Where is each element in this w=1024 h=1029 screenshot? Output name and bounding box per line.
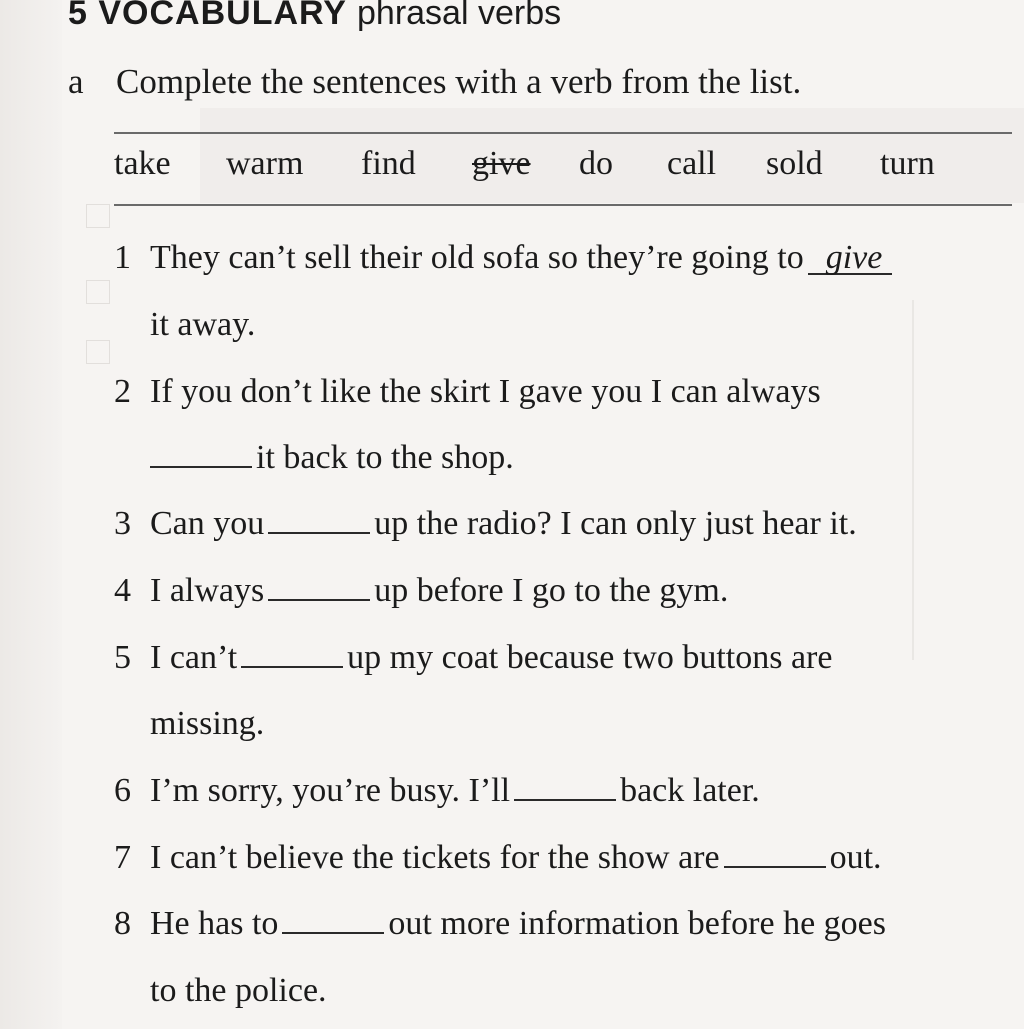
sentence-number: 1	[114, 239, 131, 276]
sentence-text: missing.	[150, 705, 265, 742]
sentence-text: up before I go to the gym.	[374, 572, 729, 609]
sentence-text: to the police.	[150, 972, 327, 1009]
section-title	[68, 0, 561, 33]
word-turn: turn	[880, 145, 935, 182]
sentence-text: They can’t sell their old sofa so they’re going to	[150, 239, 804, 276]
sentence-7	[114, 838, 882, 878]
sentence-number: 6	[114, 772, 131, 809]
ghost-checkbox	[86, 204, 110, 228]
sentence-text: Can you	[150, 505, 265, 542]
exercise-letter: a	[68, 62, 84, 101]
sentence-number: 8	[114, 905, 131, 942]
sentence-4	[114, 571, 728, 611]
word-warm: warm	[226, 145, 304, 182]
sentence-text: it away.	[150, 306, 256, 343]
section-subtitle: phrasal verbs	[357, 0, 562, 32]
sentence-text: I can’t	[150, 639, 238, 676]
word-call: call	[667, 145, 717, 182]
page-shadow	[0, 0, 62, 1029]
answer-blank[interactable]	[724, 840, 826, 868]
word-take: take	[114, 145, 171, 182]
word-give-crossed: give	[472, 145, 531, 182]
sentence-text: out.	[829, 839, 882, 876]
sentence-text: out more information before he goes	[388, 905, 886, 942]
sentence-text: I’m sorry, you’re busy. I’ll	[150, 772, 511, 809]
ghost-checkbox	[86, 280, 110, 304]
sentence-number: 3	[114, 505, 131, 542]
sentence-number: 4	[114, 572, 131, 609]
answer-blank[interactable]	[268, 573, 370, 601]
sentence-text: If you don’t like the skirt I gave you I can always	[150, 373, 821, 410]
answer-blank-filled[interactable]: give	[808, 243, 893, 275]
background-column	[912, 300, 1024, 660]
sentence-1	[114, 238, 892, 278]
word-find: find	[361, 145, 416, 182]
sentence-8	[114, 904, 886, 944]
sentence-text: I can’t believe the tickets for the show are	[150, 839, 720, 876]
word-list-box	[114, 132, 1012, 206]
answer-blank[interactable]	[241, 640, 343, 668]
answer-blank[interactable]	[282, 906, 384, 934]
word-sold: sold	[766, 145, 823, 182]
ghost-checkbox	[86, 340, 110, 364]
sentence-number: 7	[114, 839, 131, 876]
exercise-instruction	[68, 62, 801, 102]
sentence-text: I always	[150, 572, 265, 609]
sentence-number: 2	[114, 373, 131, 410]
answer-blank[interactable]	[268, 506, 370, 534]
section-number-title: 5 VOCABULARY	[68, 0, 347, 32]
sentence-text: up my coat because two buttons are	[347, 639, 833, 676]
sentence-6	[114, 771, 760, 811]
sentence-3	[114, 504, 857, 544]
answer-blank[interactable]	[150, 440, 252, 468]
sentence-text: He has to	[150, 905, 279, 942]
word-do: do	[579, 145, 613, 182]
sentence-5	[114, 638, 832, 678]
sentence-text: it back to the shop.	[256, 439, 514, 476]
sentence-2	[114, 372, 821, 412]
sentence-number: 5	[114, 639, 131, 676]
sentence-text: up the radio? I can only just hear it.	[374, 505, 857, 542]
sentence-text: back later.	[620, 772, 760, 809]
answer-blank[interactable]	[514, 773, 616, 801]
instruction-text: Complete the sentences with a verb from the list.	[116, 62, 802, 101]
